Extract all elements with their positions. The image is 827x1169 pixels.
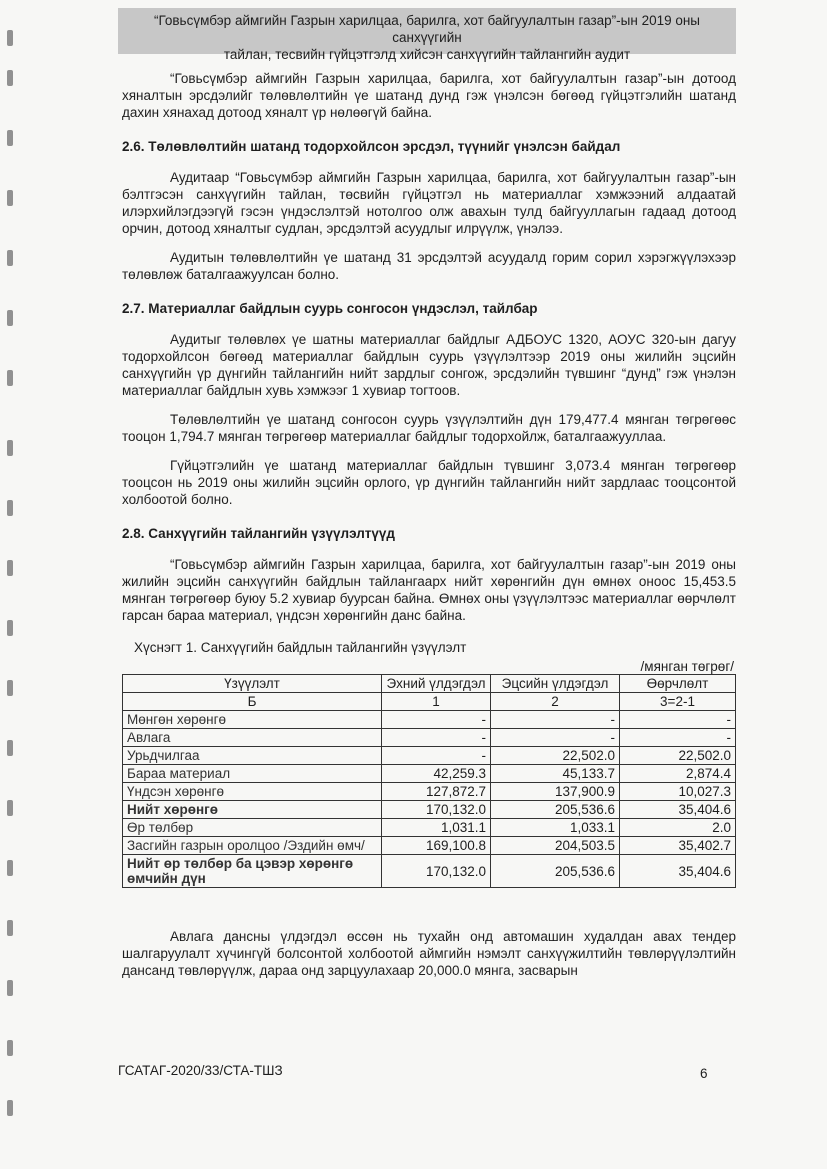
financial-position-table [122, 674, 736, 888]
closing-value: - [491, 711, 620, 729]
table-row [123, 729, 736, 747]
table-row [123, 783, 736, 801]
opening-value: 42,259.3 [382, 765, 491, 783]
paragraph-7: “Говьсүмбэр аймгийн Газрын харилцаа, барилга, хот байгуулалтын газар”-ын 2019 оны жилийн эцсийн санхүүгийн байдлын тайлангаарх нийт хөрөнгийн дүн өмнөх оноос 15,453.5 мянган төгрөгөөр буюу 5.2 хувиар буурсан байна. Өмнөх оны үзүүлэлтээс материаллаг өөрчлөлт гарсан бараа материал, үндсэн хөрөнгийн данс байна. [122, 557, 736, 623]
closing-value: 205,536.6 [491, 855, 620, 888]
change-value: - [620, 711, 736, 729]
main-content [122, 70, 736, 979]
paragraph-1: “Говьсүмбэр аймгийн Газрын харилцаа, барилга, хот байгуулалтын газар”-ын дотоод хяналтын эрсдэлийг төлөвлөлтийн үе шатанд дунд гэж үнэлсэн бөгөөд гүйцэтгэлийн шатанд дахин хянахад дотоод хяналт үр нөлөөгүй байна. [122, 71, 736, 120]
paragraph-5: Төлөвлөлтийн үе шатанд сонгосон суурь үзүүлэлтийн дүн 179,477.4 мянган төгрөгөөс тооцон 1,794.7 мянган төгрөгөөр материаллаг байдлыг тодорхойлж, баталгаажууллаа. [122, 412, 736, 444]
closing-value: 137,900.9 [491, 783, 620, 801]
row-label: Нийт өр төлбөр ба цэвэр хөрөнгө өмчийн дүн [123, 855, 382, 888]
row-label: Засгийн газрын оролцоо /Эздийн өмч/ [123, 837, 382, 855]
table-caption: Хүснэгт 1. Санхүүгийн байдлын тайлангийн үзүүлэлт [134, 640, 467, 655]
table-row [123, 711, 736, 729]
row-label: Мөнгөн хөрөнгө [123, 711, 382, 729]
closing-value: 1,033.1 [491, 819, 620, 837]
subheader-b: Б [123, 693, 382, 711]
subheader-1: 1 [382, 693, 491, 711]
closing-value: 204,503.5 [491, 837, 620, 855]
change-value: 35,404.6 [620, 855, 736, 888]
table-row-grand-total [123, 855, 736, 888]
paragraph-4: Аудитыг төлөвлөх үе шатны материаллаг байдлыг АДБОУС 1320, АОУС 320-ын дагуу тодорхойлсон бөгөөд материаллаг байдлын суурь үзүүлэлтээр 2019 оны жилийн эцсийн санхүүгийн үр дүнгийн тайлангийн нийт зардлыг сонгож, эрсдэлийн түвшинг “дунд” гэж үнэлэн материаллаг байдлын хувь хэмжээг 1 хувиар тогтоов. [122, 332, 736, 398]
change-value: 2.0 [620, 819, 736, 837]
opening-value: 127,872.7 [382, 783, 491, 801]
subheader-3: 3=2-1 [620, 693, 736, 711]
row-label: Үндсэн хөрөнгө [123, 783, 382, 801]
paragraph-3: Аудитын төлөвлөлтийн үе шатанд 31 эрсдэлтэй асуудалд горим сорил хэрэгжүүлэхээр төлөвлөж баталгаажуулсан болно. [122, 250, 736, 282]
opening-value: 170,132.0 [382, 855, 491, 888]
opening-value: 170,132.0 [382, 801, 491, 819]
running-header [118, 8, 736, 62]
opening-value: - [382, 711, 491, 729]
paragraph-2: Аудитаар “Говьсүмбэр аймгийн Газрын харилцаа, барилга, хот байгуулалтын газар”-ын бэлтгэсэн санхүүгийн тайлан, төсвийн гүйцэтгэл нь материаллаг хэмжээний алдаатай илэрхийлэгдээгүй гэсэн үндэслэлтэй нотолгоо олж авахын тулд байгууллагын гадаад дотоод орчин, дотоод хяналтыг судлан, эрсдэлтэй асуудлыг илрүүлж, үнэлээ. [122, 170, 736, 236]
header-line-2: тайлан, тесвийн гүйцэтгэлд хийсэн санхүүгийн тайлангийн аудит [223, 47, 631, 62]
header-line-1: “Говьсүмбэр аймгийн Газрын харилцаа, барилга, хот байгуулалтын газар”-ын 2019 оны санхүүгийн [153, 13, 701, 45]
paragraph-6: Гүйцэтгэлийн үе шатанд материаллаг байдлын түвшинг 3,073.4 мянган төгрөгөөр тооцсон нь 2019 оны жилийн эцсийн орлого, үр дүнгийн тайлангийн нийт зардлаас тооцсонтой холбоотой болно. [122, 458, 736, 507]
section-heading-2-8: 2.8. Санхүүгийн тайлангийн үзүүлэлтүүд [122, 526, 395, 541]
row-label: Урьдчилгаа [123, 747, 382, 765]
closing-value: 45,133.7 [491, 765, 620, 783]
col-header-closing: Эцсийн үлдэгдэл [491, 675, 620, 693]
col-header-opening: Эхний үлдэгдэл [382, 675, 491, 693]
table-row [123, 819, 736, 837]
binder-holes [4, 20, 18, 1160]
page-number: 6 [700, 1066, 708, 1081]
opening-value: - [382, 747, 491, 765]
paragraph-8: Авлага дансны үлдэгдэл өссөн нь тухайн онд автомашин худалдан авах тендер шалгаруулалт хүчингүй болсонтой холбоотой аймгийн нэмэлт санхүүжилтийн төвлөрүүлэлтийн дансанд төвлөрүүлж, дараа онд зарцуулахаар 20,000.0 мянга, засварын [122, 929, 736, 978]
table-row [123, 747, 736, 765]
opening-value: - [382, 729, 491, 747]
table-row-total [123, 801, 736, 819]
table-unit: /мянган төгрөг/ [640, 659, 734, 674]
subheader-2: 2 [491, 693, 620, 711]
opening-value: 1,031.1 [382, 819, 491, 837]
table-row [123, 765, 736, 783]
closing-value: 205,536.6 [491, 801, 620, 819]
closing-value: - [491, 729, 620, 747]
change-value: 35,404.6 [620, 801, 736, 819]
document-code: ГСАТАГ-2020/33/СТА-ТШЗ [118, 1063, 283, 1078]
change-value: - [620, 729, 736, 747]
row-label: Өр төлбөр [123, 819, 382, 837]
change-value: 10,027.3 [620, 783, 736, 801]
closing-value: 22,502.0 [491, 747, 620, 765]
opening-value: 169,100.8 [382, 837, 491, 855]
section-heading-2-6: 2.6. Төлөвлөлтийн шатанд тодорхойлсон эрсдэл, түүнийг үнэлсэн байдал [122, 139, 621, 154]
section-heading-2-7: 2.7. Материаллаг байдлын суурь сонгосон үндэслэл, тайлбар [122, 301, 538, 316]
row-label: Авлага [123, 729, 382, 747]
change-value: 22,502.0 [620, 747, 736, 765]
table-row [123, 837, 736, 855]
col-header-change: Өөрчлөлт [620, 675, 736, 693]
col-header-indicator: Үзүүлэлт [123, 675, 382, 693]
change-value: 35,402.7 [620, 837, 736, 855]
row-label: Нийт хөрөнгө [123, 801, 382, 819]
change-value: 2,874.4 [620, 765, 736, 783]
row-label: Бараа материал [123, 765, 382, 783]
